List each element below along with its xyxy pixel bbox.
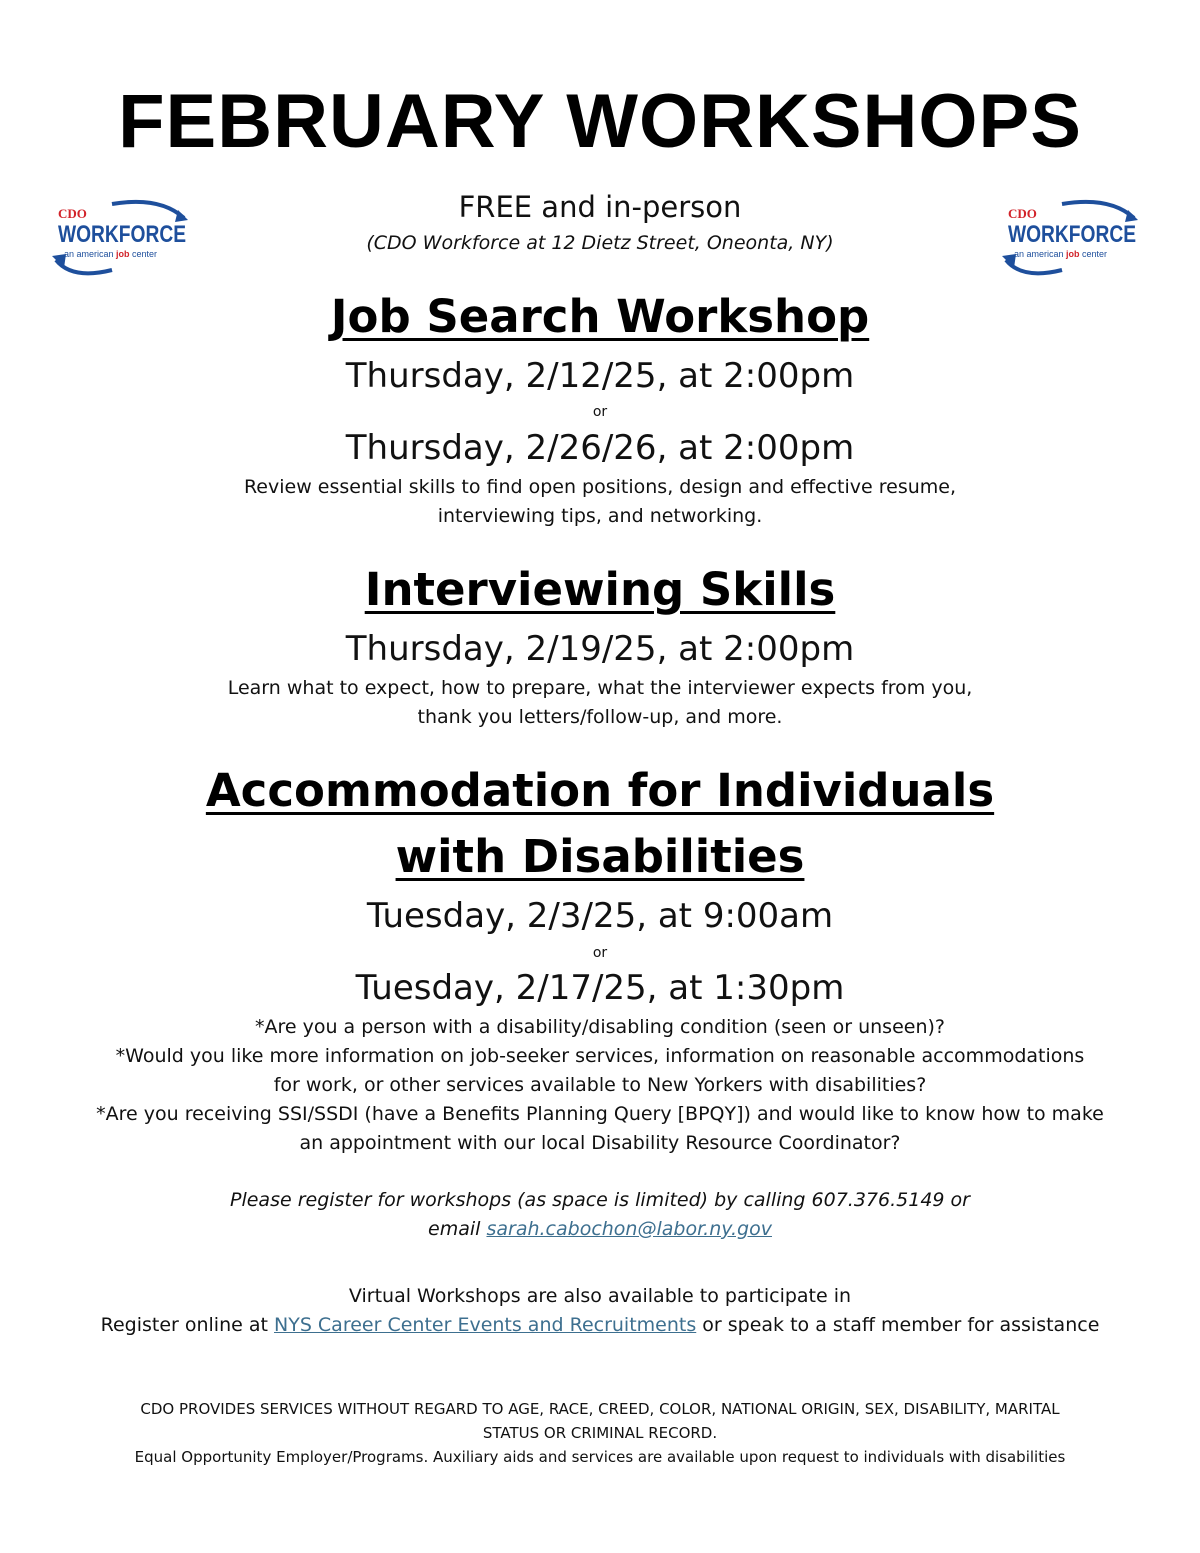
interviewing-skills-date: Thursday, 2/19/25, at 2:00pm [345, 629, 855, 669]
logo-main-text: WORKFORCE [58, 221, 186, 248]
equal-opportunity-statement: Equal Opportunity Employer/Programs. Auxiliary aids and services are available upon request to individuals with disabilities [134, 1448, 1066, 1466]
accommodation-question-1: *Are you a person with a disability/disabling condition (seen or unseen)? [254, 1016, 945, 1038]
logo-tagline-highlight: job [116, 249, 130, 259]
virtual-register-line [0, 1311, 1200, 1340]
page-title: FEBRUARY WORKSHOPS [118, 79, 1082, 164]
accommodation-question-2-continued: for work, or other services available to New Yorkers with disabilities? [273, 1074, 927, 1096]
registration-email-link[interactable]: sarah.cabochon@labor.ny.gov [486, 1218, 772, 1240]
logo-tagline-prefix: an american [64, 249, 117, 259]
registration-email-line [0, 1215, 1200, 1244]
virtual-register-prefix: Register online at [100, 1314, 274, 1336]
logo-top-text: CDO [1008, 206, 1037, 221]
interviewing-skills-description-2: thank you letters/follow-up, and more. [417, 706, 783, 728]
accommodation-title-line-2: with Disabilities [395, 830, 805, 883]
accommodation-question-3: *Are you receiving SSI/SSDI (have a Benefits Planning Query [BPQY]) and would like to know how to make [96, 1103, 1104, 1125]
interviewing-skills-description-1: Learn what to expect, how to prepare, what the interviewer expects from you, [227, 677, 973, 699]
job-search-description-1: Review essential skills to find open positions, design and effective resume, [243, 476, 957, 498]
accommodation-date-1: Tuesday, 2/3/25, at 9:00am [366, 896, 834, 936]
free-in-person-note: FREE and in-person [458, 190, 742, 224]
logo-tagline-highlight: job [1066, 249, 1080, 259]
interviewing-skills-title: Interviewing Skills [364, 563, 836, 616]
logo-main-text: WORKFORCE [1008, 221, 1136, 248]
logo-tagline-suffix: center [1079, 249, 1108, 259]
accommodation-question-2: *Would you like more information on job-seeker services, information on reasonable accommodations [115, 1045, 1085, 1067]
job-search-date-1: Thursday, 2/12/25, at 2:00pm [345, 356, 855, 396]
job-search-or-separator: or [592, 404, 608, 420]
accommodation-question-3-continued: an appointment with our local Disability Resource Coordinator? [299, 1132, 901, 1154]
job-search-date-2: Thursday, 2/26/26, at 2:00pm [345, 428, 855, 468]
location-address: (CDO Workforce at 12 Dietz Street, Oneonta, NY) [366, 232, 834, 254]
job-search-workshop-title: Job Search Workshop [330, 290, 870, 343]
accommodation-date-2: Tuesday, 2/17/25, at 1:30pm [355, 968, 845, 1008]
logo-tagline-prefix: an american [1014, 249, 1067, 259]
nondiscrimination-statement-1: CDO PROVIDES SERVICES WITHOUT REGARD TO AGE, RACE, CREED, COLOR, NATIONAL ORIGIN, SEX, DISABILITY, MARITAL [140, 1400, 1060, 1418]
virtual-register-suffix: or speak to a staff member for assistance [696, 1314, 1100, 1336]
logo-tagline-suffix: center [129, 249, 158, 259]
registration-note: Please register for workshops (as space is limited) by calling 607.376.5149 or [230, 1189, 970, 1211]
accommodation-or-separator: or [592, 945, 608, 961]
virtual-workshops-note: Virtual Workshops are also available to participate in [348, 1285, 852, 1307]
nondiscrimination-statement-2: STATUS OR CRIMINAL RECORD. [482, 1424, 718, 1442]
registration-email-prefix: email [428, 1218, 487, 1240]
job-search-description-2: interviewing tips, and networking. [437, 505, 763, 527]
accommodation-title-line-1: Accommodation for Individuals [205, 764, 995, 817]
logo-top-text: CDO [58, 206, 87, 221]
nys-career-center-link[interactable]: NYS Career Center Events and Recruitments [274, 1314, 697, 1336]
